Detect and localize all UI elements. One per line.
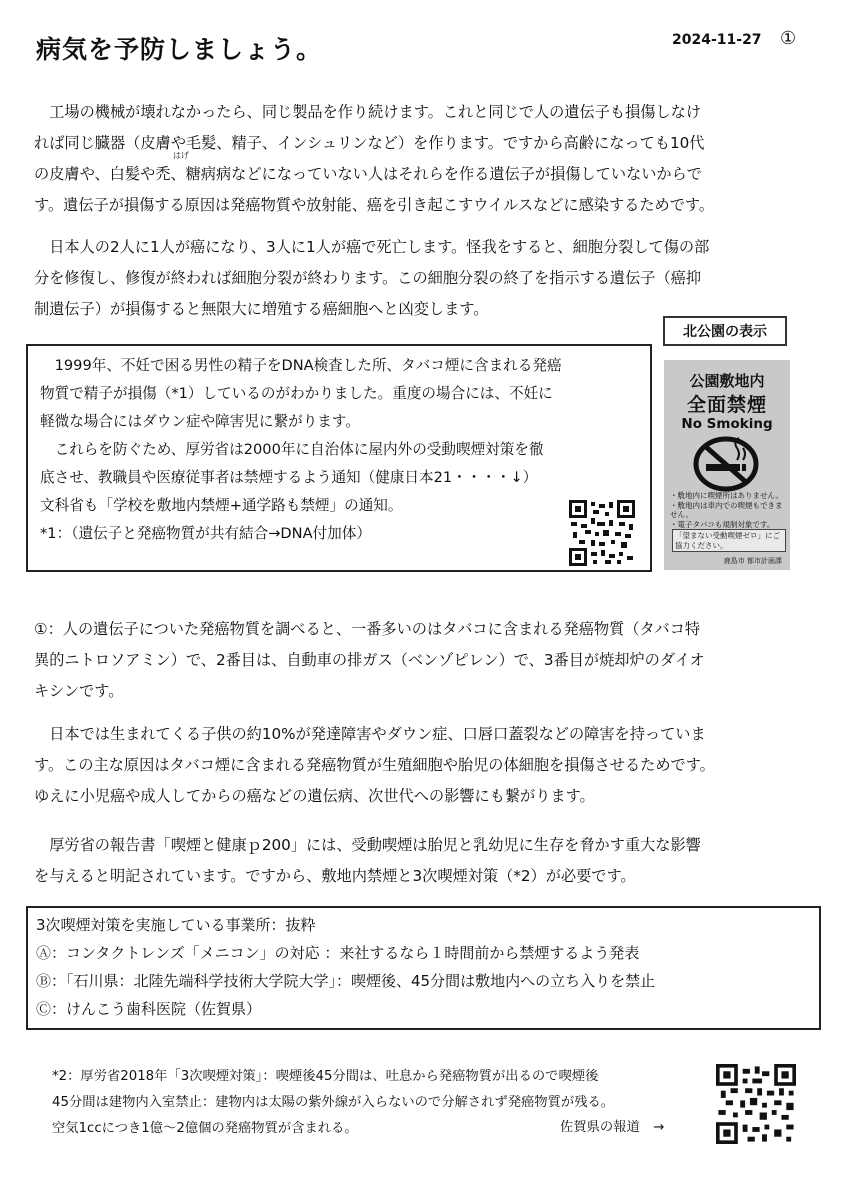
- no-smoking-icon: [689, 436, 763, 496]
- text-line: *2：厚労省2018年「3次喫煙対策」：喫煙後45分間は、吐息から発癌物質が出るので喫煙後: [52, 1069, 599, 1084]
- text-line: 文科省も「学校を敷地内禁煙+通学路も禁煙」の通知。: [40, 497, 403, 514]
- page-title: 病気を予防しましょう。: [36, 35, 323, 64]
- text-line: 日本では生まれてくる子供の約10%が発達障害やダウン症、口唇口蓋裂などの障害を持っていま: [49, 725, 706, 743]
- sign-note: ・電子タバコも規制対象です。: [670, 519, 775, 529]
- sign-issuer: 鹿島市 都市計画課: [723, 557, 782, 565]
- list-item: Ⓑ：「石川県：北陸先端科学技術大学院大学」：喫煙後、45分間は敷地内への立ち入りを禁止: [36, 972, 656, 990]
- sign-line-2: 全面禁煙: [686, 394, 767, 416]
- text-line: 制遺伝子）が損傷すると無限大に増殖する癌細胞へと凶変します。: [34, 300, 489, 318]
- ruby-annotation: はげ: [173, 151, 189, 160]
- text-line: す。この主な原因はタバコ煙に含まれる発癌物質が生殖細胞や胎児の体細胞を損傷させるためです。: [34, 756, 715, 774]
- text-line: これらを防ぐため、厚労省は2000年に自治体に屋内外の受動喫煙対策を徹: [54, 441, 544, 458]
- paragraph-carcinogens: [34, 614, 824, 707]
- list-item: Ⓐ：コンタクトレンズ「メニコン」の対応 ：来社するなら１時間前から禁煙するよう発表: [36, 944, 640, 962]
- text-line: 厚労省の報告書「喫煙と健康ｐ200」には、受動喫煙は胎児と乳幼児に生存を脅かす重大な影響: [49, 836, 701, 854]
- text-line: *1：（遺伝子と発癌物質が共有結合→DNA付加体）: [40, 525, 371, 542]
- document-date: 2024-11-27: [672, 32, 762, 48]
- sign-notice: 「望まない受動喫煙ゼロ」にご協力ください。: [672, 529, 786, 552]
- text-line: 45分間は建物内入室禁止：建物内は太陽の紫外線が入らないので分解されず発癌物質が残る。: [52, 1095, 615, 1110]
- page-number: ①: [780, 28, 797, 49]
- text-line: れば同じ臓器（皮膚や毛髪、精子、インシュリンなど）を作ります。ですから高齢になっても10代: [34, 134, 705, 152]
- sign-note: ・敷地内に喫煙所はありません。: [670, 491, 783, 500]
- text-line: 工場の機械が壊れなかったら、同じ製品を作り続けます。これと同じで人の遺伝子も損傷しなけ: [49, 103, 702, 121]
- list-item: Ⓒ：けんこう歯科医院（佐賀県）: [36, 1000, 262, 1018]
- text-line: の皮膚や、白髪や禿、糖病病などになっていない人はそれらを作る遺伝子が損傷していないからで: [34, 165, 702, 183]
- text-line: 日本人の2人に1人が癌になり、3人に1人が癌で死亡します。怪我をすると、細胞分裂して傷の部: [49, 238, 710, 256]
- text-line: 底させ、教職員や医療従事者は禁煙するよう通知（健康日本21・・・・↓）: [40, 469, 538, 486]
- sign-notes: [670, 491, 786, 529]
- qr-code-icon[interactable]: [569, 500, 635, 566]
- text-line: 1999年、不妊で困る男性の精子をDNA検査した所、タバコ煙に含まれる発癌: [54, 357, 562, 374]
- box-heading: 3次喫煙対策を実施している事業所：抜粋: [36, 916, 316, 934]
- paragraph-intro: [34, 97, 824, 221]
- text-line: ①：人の遺伝子についた発癌物質を調べると、一番多いのはタバコに含まれる発癌物質（タバコ特: [34, 620, 701, 638]
- text-line: 物質で精子が損傷（*1）しているのがわかりました。重度の場合には、不妊に: [40, 385, 553, 402]
- text-line: 異的ニトロソアミン）で、2番目は、自動車の排ガス（ベンゾピレン）で、3番目が焼却炉のダイオ: [34, 651, 705, 669]
- text-line: 分を修復し、修復が終われば細胞分裂が終わります。この細胞分裂の終了を指示する遺伝子（癌抑: [34, 269, 702, 287]
- text-line: を与えると明記されています。ですから、敷地内禁煙と3次喫煙対策（*2）が必要です。: [34, 867, 636, 885]
- paragraph-cancer: [34, 232, 824, 325]
- park-sign-photo: [664, 360, 790, 570]
- sign-line-3: No Smoking: [681, 416, 773, 432]
- sperm-study-box: [26, 344, 652, 572]
- text-line: キシンです。: [34, 682, 124, 700]
- paragraph-report: [34, 830, 824, 892]
- saga-report-link[interactable]: 佐賀県の報道 →: [560, 1120, 665, 1135]
- paragraph-birth-defects: [34, 719, 824, 812]
- text-line: す。遺伝子が損傷する原因は発癌物質や放射能、癌を引き起こすウイルスなどに感染するためです。: [34, 196, 715, 214]
- text-line: ゆえに小児癌や成人してからの癌などの遺伝病、次世代への影響にも繋がります。: [34, 787, 595, 805]
- park-sign-label: 北公園の表示: [663, 316, 787, 346]
- sign-line-1: 公園敷地内: [689, 372, 765, 390]
- text-line: 空気1ccにつき1億～2億個の発癌物質が含まれる。: [52, 1121, 358, 1136]
- text-line: 軽微な場合にはダウン症や障害児に繋がります。: [40, 413, 360, 430]
- sign-note: ・敷地内は車内での喫煙もできません。: [670, 500, 783, 519]
- third-hand-smoke-box: [26, 906, 821, 1030]
- qr-code-icon[interactable]: [716, 1064, 796, 1144]
